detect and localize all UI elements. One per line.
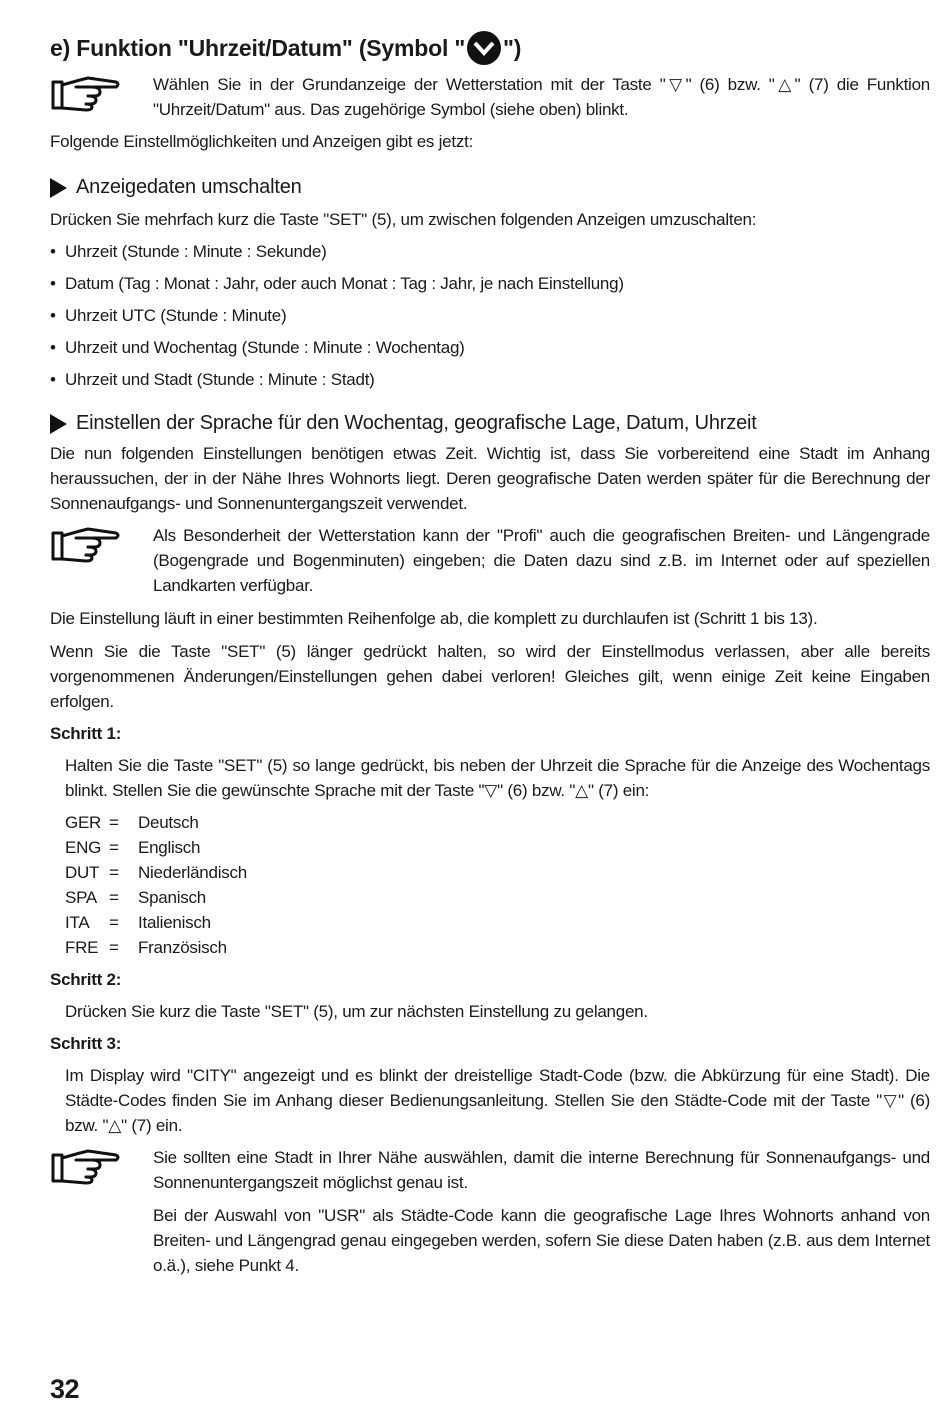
language-table [65, 810, 247, 960]
step-label: Schritt 2: [50, 970, 122, 989]
section-heading [50, 30, 930, 66]
table-row: ENG = Englisch [65, 838, 201, 857]
note-text: Bei der Auswahl von "USR" als Städte-Code kann die geografische Lage Ihres Wohnorts anhand von Breiten- und Längengrad genau eingegeben werden, sofern Sie diese Daten haben (z.B. aus dem Internet o.ä.), siehe Punkt 4. [153, 1206, 930, 1275]
note-block [50, 1145, 930, 1278]
step-text: Drücken Sie kurz die Taste "SET" (5), um zur nächsten Einstellung zu gelangen. [65, 1002, 648, 1021]
subheading-text: Anzeigedaten umschalten [76, 176, 302, 198]
display-mode-list [50, 239, 930, 392]
subheading-text: Einstellen der Sprache für den Wochentag, geografische Lage, Datum, Uhrzeit [76, 412, 757, 434]
page-number: 32 [50, 1374, 80, 1404]
paragraph: Die nun folgenden Einstellungen benötigen etwas Zeit. Wichtig ist, dass Sie vorbereitend eine Stadt im Anhang heraussuchen, der in der Nähe Ihres Wohnorts liegt. Deren geografische Daten werden später für die Berechnung der Sonnenaufgangs- und Sonnenuntergangszeit verwendet. [50, 444, 930, 513]
step-label: Schritt 3: [50, 1034, 122, 1053]
step-text: Halten Sie die Taste "SET" (5) so lange gedrückt, bis neben der Uhrzeit die Sprache für die Anzeige des Wochentags blinkt. Stellen Sie die gewünschte Sprache mit der Taste "▽" (6) bzw. "△" (7) ein: [65, 756, 930, 800]
heading-text-after: ") [503, 34, 522, 61]
pointing-hand-icon [50, 1145, 153, 1278]
triangle-right-icon [50, 414, 67, 434]
list-item: • Uhrzeit und Stadt (Stunde : Minute : Stadt) [50, 370, 375, 389]
list-item: • Datum (Tag : Monat : Jahr, oder auch Monat : Tag : Jahr, je nach Einstellung) [50, 274, 624, 293]
table-row: GER = Deutsch [65, 813, 199, 832]
list-item: • Uhrzeit UTC (Stunde : Minute) [50, 306, 287, 325]
note-block [50, 72, 930, 122]
subheading-anzeigedaten [50, 176, 930, 199]
note-text: Wählen Sie in der Grundanzeige der Wetterstation mit der Taste "▽" (6) bzw. "△" (7) die Funktion "Uhrzeit/Datum" aus. Das zugehörige Symbol (siehe oben) blinkt. [153, 75, 930, 119]
table-row: DUT = Niederländisch [65, 863, 247, 882]
note-block [50, 523, 930, 598]
pointing-hand-icon [50, 523, 153, 598]
note-text: Als Besonderheit der Wetterstation kann der "Profi" auch die geografischen Breiten- und Längengrade (Bogengrade und Bogenminuten) eingeben; die Daten dazu sind z.B. im Internet oder auf speziellen Landkarten verfügbar. [153, 526, 930, 595]
manual-page [50, 30, 930, 1278]
pointing-hand-icon [50, 72, 153, 122]
step-text: Im Display wird "CITY" angezeigt und es blinkt der dreistellige Stadt-Code (bzw. die Abkürzung für eine Stadt). Die Städte-Codes finden Sie im Anhang dieser Bedienungsanleitung. Stellen Sie den Städte-Code mit der Taste "▽" (6) bzw. "△" (7) ein. [65, 1066, 930, 1135]
table-row: ITA = Italienisch [65, 913, 211, 932]
heading-text-before: e) Funktion "Uhrzeit/Datum" (Symbol " [50, 34, 466, 61]
subheading-einstellen [50, 412, 930, 435]
table-row: FRE = Französisch [65, 938, 227, 957]
note-text: Sie sollten eine Stadt in Ihrer Nähe auswählen, damit die interne Berechnung für Sonnenaufgangs- und Sonnenuntergangszeit möglichst genau ist. [153, 1148, 930, 1192]
triangle-right-icon [50, 178, 67, 198]
paragraph: Die Einstellung läuft in einer bestimmten Reihenfolge ab, die komplett zu durchlaufen ist (Schritt 1 bis 13). [50, 609, 818, 628]
intro-text: Folgende Einstellmöglichkeiten und Anzeigen gibt es jetzt: [50, 132, 474, 151]
step-label: Schritt 1: [50, 724, 122, 743]
list-item: • Uhrzeit und Wochentag (Stunde : Minute : Wochentag) [50, 338, 465, 357]
table-row: SPA = Spanisch [65, 888, 206, 907]
list-item: • Uhrzeit (Stunde : Minute : Sekunde) [50, 242, 327, 261]
clock-checkmark-icon [466, 30, 502, 66]
paragraph: Drücken Sie mehrfach kurz die Taste "SET" (5), um zwischen folgenden Anzeigen umzuschalten: [50, 210, 757, 229]
paragraph: Wenn Sie die Taste "SET" (5) länger gedrückt halten, so wird der Einstellmodus verlassen, aber alle bereits vorgenommenen Änderungen/Einstellungen gehen dabei verloren! Gleiches gilt, wenn einige Zeit keine Eingaben erfolgen. [50, 642, 930, 711]
